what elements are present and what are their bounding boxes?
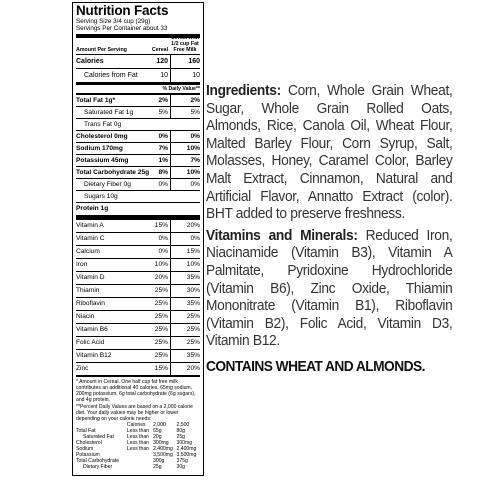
dv-table-qualifier: Less than [126,434,150,441]
cereal-value: 25% [146,285,171,297]
nutrient-label: Trans Fat 0g [84,120,122,128]
cereal-with-milk-value: 10% [186,260,200,268]
cereal-with-milk-value: 7% [190,156,200,164]
cereal-with-milk-value: 15% [186,247,200,255]
dv-table-2000: 300mg [153,439,169,446]
column-cereal-label: Cereal [151,47,169,54]
vitamin-row [76,219,200,232]
dv-table-nutrient: Potassium [76,451,100,458]
nutrient-label: Protein 1g [76,204,109,212]
nutrient-row [76,106,200,118]
dv-table-qualifier: Less than [126,428,150,435]
cereal-with-milk-value: 25% [186,312,200,320]
cereal-value: 25% [146,337,171,349]
footnote-amount-in-cereal: * Amount in Cereal. One half cup fat free milk contributes an additional 40 calories, 65mg sodium, 200mg potassium, 6g total carbohydrate (6g sugars), and 4g protein. [76,378,196,404]
nutrient-row [76,142,200,154]
cereal-with-milk-value: 5% [190,108,200,116]
dv-table-nutrient: Total Carbohydrate [76,457,120,464]
servings-per-container: Servings Per Container about 33 [76,25,168,33]
cereal-value: 0% [146,246,171,258]
cereal-with-milk-value: 160 [188,57,200,65]
vitamin-row [76,336,200,349]
nutrient-label: Saturated Fat 1g [84,108,134,116]
nutrient-row [76,190,200,202]
vitamins-section [76,219,200,375]
cereal-value: 25% [146,324,171,336]
vitamin-label: Vitamin B6 [76,325,108,333]
cereal-with-milk-value: 25% [186,338,200,346]
nutrient-label: Dietary Fiber 0g [84,180,131,188]
vitamin-label: Vitamin C [76,234,105,242]
dv-table-2500: 3,500mg [176,451,197,458]
vitamins-minerals-text: Reduced Iron, Niacinamide (Vitamin B3), Vitamin A Palmitate, Pyridoxine Hydrochloride (Vitamin B6), Zinc Oxide, Thiamin Mononitrate (Vitamin B1), Riboflavin (Vitamin B2), Folic Acid, Vitamin D3, Vitamin B12. [206,227,453,350]
amount-per-serving-label: Amount Per Serving [76,47,127,54]
nutrient-row [76,154,200,166]
cereal-value: 1% [146,155,171,166]
vitamin-row [76,284,200,297]
cereal-value: 0% [146,179,171,190]
dv-table-2000: 20g [153,434,162,441]
nutrient-row [76,93,200,106]
daily-value-header [76,84,200,93]
nutrient-row [76,54,200,68]
nutrient-label: Calories from Fat [84,71,138,79]
vitamin-row [76,323,200,336]
ingredients-heading: Ingredients: [206,83,281,99]
cereal-with-milk-value: 20% [186,221,200,229]
nutrients-section [76,93,200,214]
vitamin-label: Riboflavin [76,299,105,307]
dv-table-qualifier [127,465,153,471]
cereal-with-milk-value: 0% [190,132,200,140]
nutrition-facts-title: Nutrition Facts [76,3,169,18]
vitamin-row [76,245,200,258]
dv-table-2000: 2,400mg [153,445,173,452]
vitamin-row [76,232,200,245]
vitamin-label: Vitamin A [76,221,104,229]
ingredients-text: Corn, Whole Grain Wheat, Sugar, Whole Grain Rolled Oats, Almonds, Rice, Canola Oil, Wheat Flour, Malted Barley Flour, Corn Syrup, Salt, Molasses, Honey, Caramel Color, Barley Malt Extract, Cinnamon, Natural and Artificial Flavor, Annatto Extract (color). BHT added to preserve freshness. [206,83,453,223]
cereal-with-milk-value: 10 [192,71,200,79]
ingredients-paragraph [206,83,452,224]
nutrient-row [76,202,200,214]
dv-table-2500: 80g [176,428,186,435]
cereal-value: 10 [146,69,171,82]
dv-table-2000: 65g [153,428,162,435]
cereal-with-milk-value: 25% [186,325,200,333]
vitamin-label: Niacin [76,312,95,320]
cereal-value: 25% [146,350,171,362]
dv-table-2000: 3,500mg [153,451,173,458]
cereal-value: 25% [146,311,171,323]
vitamin-row [76,271,200,284]
cereal-with-milk-value: 10% [186,144,200,152]
nutrition-facts-panel [72,2,204,476]
cereal-value: 0% [146,233,171,245]
daily-value-header-text: % Daily Value** [162,85,200,92]
cereal-value: 7% [146,143,171,154]
serving-size: Serving Size 3/4 cup (29g) [76,18,151,25]
dv-table-row [76,465,200,471]
cereal-with-milk-value: 0% [190,180,200,188]
nutrient-row [76,68,200,82]
cereal-with-milk-value: 0% [190,234,200,242]
vitamin-row [76,310,200,323]
nutrient-row [76,130,200,142]
dv-table-nutrient: Sodium [76,445,94,452]
cereal-with-milk-value: 30% [186,286,200,294]
nutrient-label: Sodium 170mg [76,144,123,152]
vitamins-minerals-paragraph [206,228,452,351]
cereal-value: 120 [146,55,171,68]
vitamin-label: Zinc [76,364,89,372]
vitamins-minerals-heading: Vitamins and Minerals: [206,227,358,244]
footnote-daily-values: **Percent Daily Values are based on a 2,000 calorie diet. Your daily values may be higher or lower depending on your calorie needs: [76,403,193,423]
allergen-statement: CONTAINS WHEAT AND ALMONDS. [206,358,425,375]
nutrient-label: Potassium 45mg [76,156,129,164]
calories-section [76,54,200,82]
cereal-with-milk-value: 35% [186,299,200,307]
dv-table-2000: 25g [153,463,162,470]
dv-table-2500: 300mg [176,439,193,446]
nutrient-label: Total Fat 1g* [76,96,116,104]
nutrient-label: Sugars 10g [84,192,118,200]
cereal-with-milk-value: 20% [186,364,200,372]
cereal-value: 8% [146,167,171,178]
column-header [76,35,200,54]
cereal-value: 2% [146,95,171,106]
dv-table-nutrient: Dietary Fiber [83,463,113,470]
nutrient-label: Cholesterol 0mg [76,132,128,140]
vitamin-row [76,297,200,310]
cereal-value: 0% [146,131,171,142]
nutrient-row [76,178,200,190]
dv-table-header-cell: Calories [126,422,146,429]
cereal-with-milk-value: 35% [186,351,200,359]
dv-table-qualifier: Less than [126,439,150,446]
cereal-with-milk-value: 2% [190,96,200,104]
dv-table-header-cell: 2,500 [176,422,190,429]
vitamin-row [76,349,200,362]
dv-table-header-cell: 2,000 [153,422,166,429]
nutrient-label: Total Carbohydrate 25g [76,168,150,176]
dv-table-2500: 25g [176,434,186,441]
dv-table-nutrient: Saturated Fat [83,434,114,441]
cereal-value: 10% [146,259,171,271]
nutrient-row [76,118,200,130]
footnotes [76,375,200,422]
cereal-with-milk-value: 35% [186,273,200,281]
dv-table-2500: 30g [176,463,186,470]
vitamin-label: Calcium [76,247,100,255]
cereal-value: 15% [146,363,171,375]
vitamin-label: Iron [76,260,88,268]
dv-table-2000: 300g [153,457,165,464]
dv-table-2500: 2,400mg [176,445,197,452]
nutrient-label: Calories [76,57,104,65]
vitamin-row [76,362,200,375]
cereal-value: 25% [146,298,171,310]
ingredients-block [206,83,452,377]
vitamin-label: Vitamin B12 [76,351,112,359]
vitamin-label: Thiamin [76,286,100,294]
dv-table-nutrient: Total Fat [76,428,96,435]
cereal-value: 5% [146,107,171,118]
dv-table-2500: 375g [176,457,188,464]
vitamin-label: Vitamin D [76,273,105,281]
cereal-value: 20% [146,272,171,284]
dv-table-qualifier: Less than [126,445,150,452]
daily-value-reference-table [76,423,200,470]
dv-table-nutrient: Cholesterol [76,439,102,446]
nutrient-row [76,166,200,178]
cereal-value: 15% [146,220,171,232]
column-with-milk-label: Cereal with 1/2 cup Fat Free Milk [170,35,200,54]
cereal-with-milk-value: 10% [186,168,200,176]
vitamin-row [76,258,200,271]
vitamin-label: Folic Acid [76,338,105,346]
